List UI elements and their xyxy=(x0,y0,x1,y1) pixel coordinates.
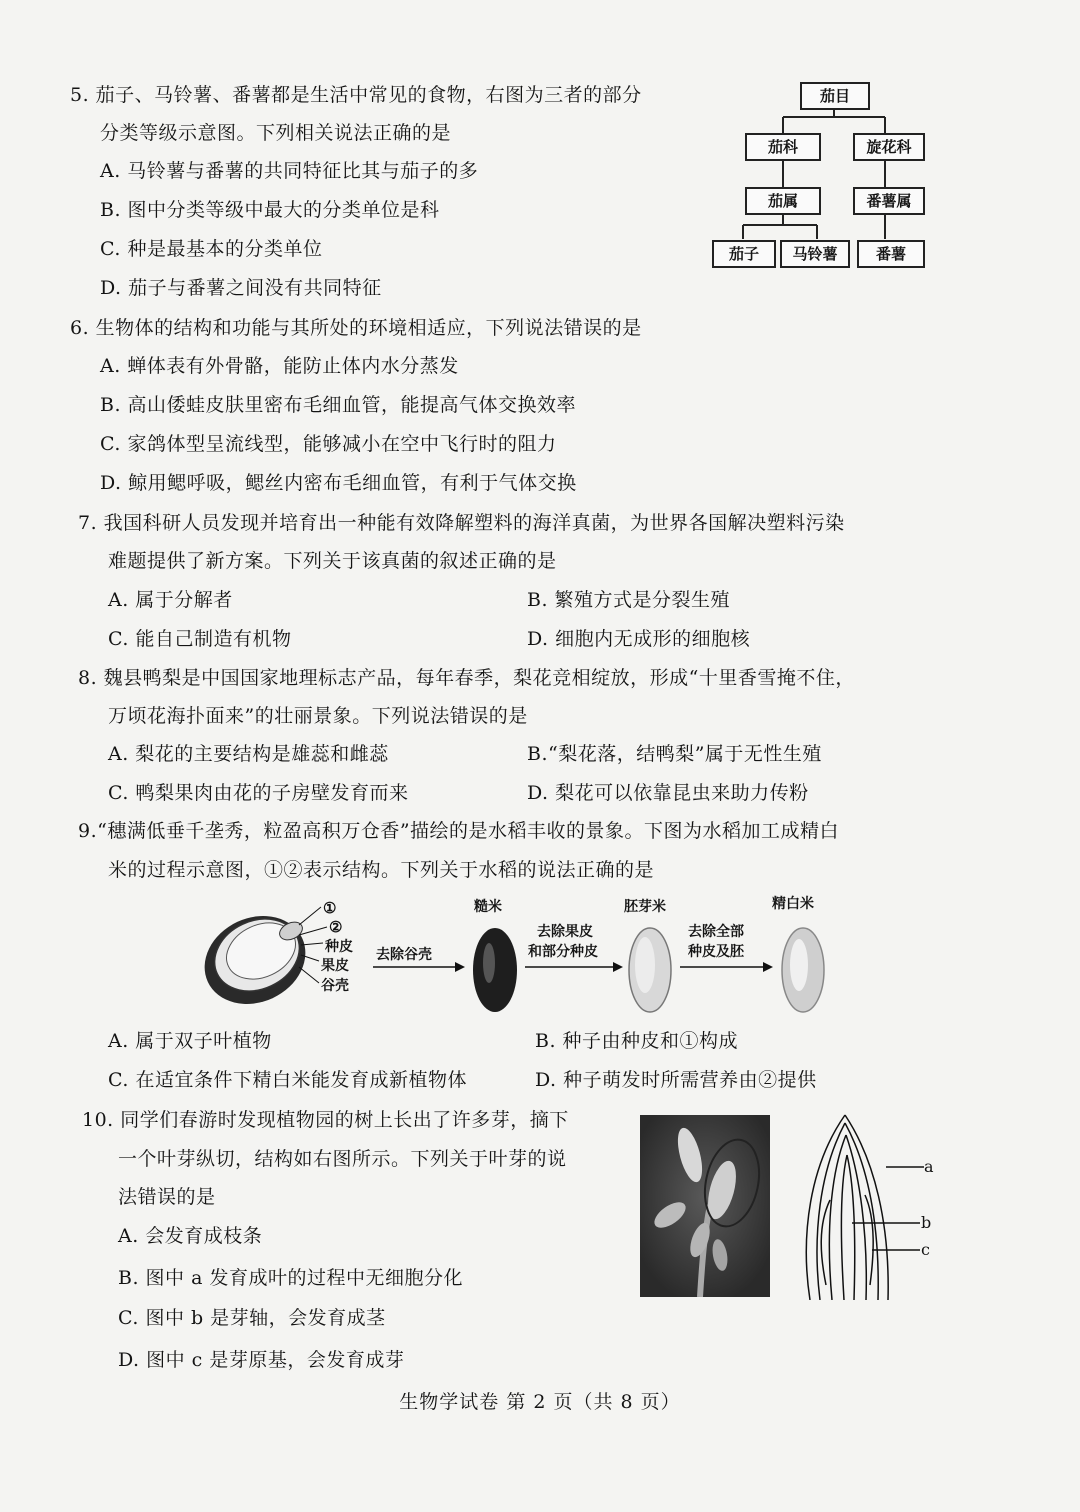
arrow-label-remove-pericarp-2: 和部分种皮 xyxy=(528,944,598,960)
bud-label-c: c xyxy=(921,1240,930,1259)
q6-option-c: C. 家鸽体型呈流线型，能够减小在空中飞行时的阻力 xyxy=(100,433,557,455)
rice-label-seed-coat: 种皮 xyxy=(325,939,353,955)
q7-option-b: B. 繁殖方式是分裂生殖 xyxy=(527,589,731,611)
q9-option-d: D. 种子萌发时所需营养由②提供 xyxy=(535,1069,817,1091)
q10-option-b: B. 图中 a 发育成叶的过程中无细胞分化 xyxy=(118,1267,463,1289)
q6-stem-line1: 6. 生物体的结构和功能与其所处的环境相适应，下列说法错误的是 xyxy=(70,317,642,339)
q8-stem-line2: 万顷花海扑面来”的壮丽景象。下列说法错误的是 xyxy=(108,705,528,727)
q6-option-a: A. 蝉体表有外骨骼，能防止体内水分蒸发 xyxy=(100,355,459,377)
tree-node-order: 茄目 xyxy=(800,82,870,110)
q5-option-d: D. 茄子与番薯之间没有共同特征 xyxy=(100,277,382,299)
q8-option-d: D. 梨花可以依靠昆虫来助力传粉 xyxy=(527,782,809,804)
arrow-label-remove-all-1: 去除全部 xyxy=(688,924,744,940)
q7-stem-line2: 难题提供了新方案。下列关于该真菌的叙述正确的是 xyxy=(108,550,557,572)
q5-option-c: C. 种是最基本的分类单位 xyxy=(100,238,323,260)
tree-node-species-2: 马铃薯 xyxy=(780,240,850,268)
arrow-label-remove-pericarp-1: 去除果皮 xyxy=(537,924,593,940)
tree-node-species-3: 番薯 xyxy=(857,240,925,268)
rice-label-polished: 精白米 xyxy=(772,896,814,912)
q8-option-a: A. 梨花的主要结构是雄蕊和雌蕊 xyxy=(108,743,389,765)
tree-node-genus-2: 番薯属 xyxy=(853,187,925,215)
bud-label-b: b xyxy=(921,1213,932,1232)
bud-label-a: a xyxy=(924,1157,934,1176)
q8-option-b: B.“梨花落，结鸭梨”属于无性生殖 xyxy=(527,743,822,765)
tree-node-family-2: 旋花科 xyxy=(853,133,925,161)
q6-option-d: D. 鲸用鳃呼吸，鳃丝内密布毛细血管，有利于气体交换 xyxy=(100,472,577,494)
rice-label-pericarp: 果皮 xyxy=(321,958,349,974)
arrow-label-remove-all-2: 种皮及胚 xyxy=(688,944,744,960)
q9-stem-line1: 9.“穗满低垂千垄秀，粒盈高积万仓香”描绘的是水稻丰收的景象。下图为水稻加工成精白 xyxy=(78,820,840,842)
bud-section-diagram xyxy=(790,1105,940,1300)
q10-option-a: A. 会发育成枝条 xyxy=(118,1225,263,1247)
rice-grain-section-drawing xyxy=(195,900,327,1020)
q8-option-c: C. 鸭梨果肉由花的子房壁发育而来 xyxy=(108,782,409,804)
q7-option-c: C. 能自己制造有机物 xyxy=(108,628,292,650)
q10-stem-line3: 法错误的是 xyxy=(118,1186,216,1208)
q9-option-c: C. 在适宜条件下精白米能发育成新植物体 xyxy=(108,1069,467,1091)
q7-option-a: A. 属于分解者 xyxy=(108,589,233,611)
q8-stem-line1: 8. 魏县鸭梨是中国国家地理标志产品，每年春季，梨花竞相绽放，形成“十里香雪掩不住， xyxy=(78,667,855,689)
q9-option-b: B. 种子由种皮和①构成 xyxy=(535,1030,739,1052)
rice-label-brown: 糙米 xyxy=(474,899,502,915)
q10-option-c: C. 图中 b 是芽轴，会发育成茎 xyxy=(118,1307,386,1329)
q9-stem-line2: 米的过程示意图，①②表示结构。下列关于水稻的说法正确的是 xyxy=(108,859,655,881)
q9-option-a: A. 属于双子叶植物 xyxy=(108,1030,272,1052)
q6-option-b: B. 高山倭蛙皮肤里密布毛细血管，能提高气体交换效率 xyxy=(100,394,577,416)
q5-stem-line1: 5. 茄子、马铃薯、番薯都是生活中常见的食物，右图为三者的部分 xyxy=(70,84,642,106)
tree-node-genus-1: 茄属 xyxy=(745,187,821,215)
tree-node-species-1: 茄子 xyxy=(712,240,776,268)
bud-photo xyxy=(640,1115,770,1297)
arrow-label-remove-husk: 去除谷壳 xyxy=(376,947,432,963)
q7-option-d: D. 细胞内无成形的细胞核 xyxy=(527,628,751,650)
q10-stem-line1: 10. 同学们春游时发现植物园的树上长出了许多芽，摘下 xyxy=(82,1109,569,1131)
rice-label-2: ② xyxy=(329,918,343,936)
rice-label-1: ① xyxy=(323,899,337,917)
rice-label-germ: 胚芽米 xyxy=(624,899,666,915)
rice-label-husk: 谷壳 xyxy=(321,978,349,994)
q10-option-d: D. 图中 c 是芽原基，会发育成芽 xyxy=(118,1349,405,1371)
q5-stem-line2: 分类等级示意图。下列相关说法正确的是 xyxy=(100,122,452,144)
q10-stem-line2: 一个叶芽纵切，结构如右图所示。下列关于叶芽的说 xyxy=(118,1148,567,1170)
q5-option-b: B. 图中分类等级中最大的分类单位是科 xyxy=(100,199,440,221)
rice-figure-drawing xyxy=(195,895,845,1025)
q5-option-a: A. 马铃薯与番薯的共同特征比其与茄子的多 xyxy=(100,160,479,182)
q7-stem-line1: 7. 我国科研人员发现并培育出一种能有效降解塑料的海洋真菌，为世界各国解决塑料污染 xyxy=(78,512,845,534)
tree-node-family-1: 茄科 xyxy=(745,133,821,161)
page-footer: 生物学试卷 第 2 页（共 8 页） xyxy=(399,1391,681,1413)
